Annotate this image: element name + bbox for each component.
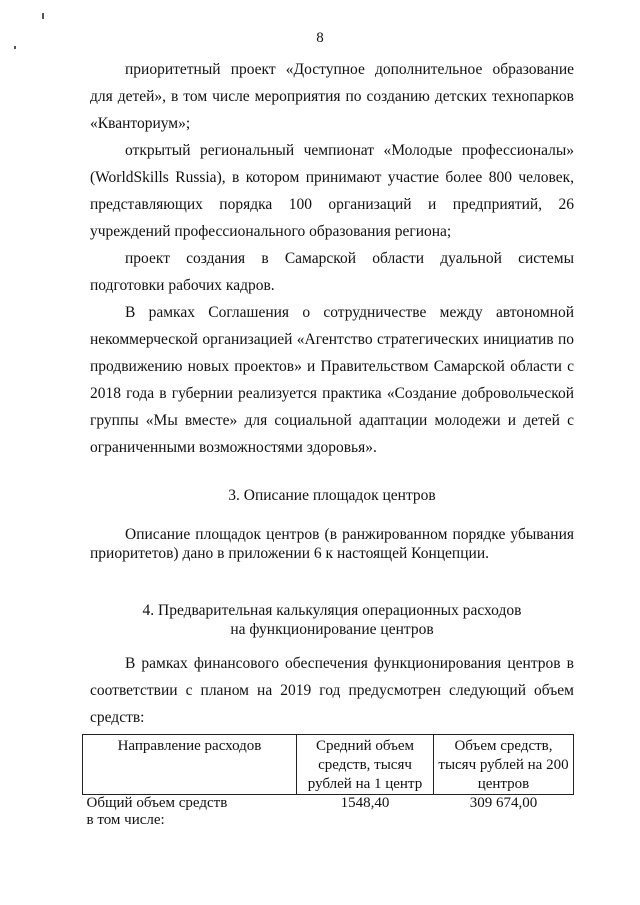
col-header-avg: Средний объем средств, тысяч рублей на 1 центр: [297, 735, 434, 795]
section-3-heading: 3. Описание площадок центров: [228, 487, 436, 504]
section-3-text: Описание площадок центров (в ранжированном порядке убывания приоритетов) дано в приложении 6 к настоящей Концепции.: [90, 526, 574, 562]
section-4-heading-line2: на функционирование центров: [230, 621, 434, 638]
expenses-table: [82, 734, 574, 829]
paragraph-agreement: В рамках Соглашения о сотрудничестве между автономной некоммерческой организацией «Агентство стратегических инициатив по продвижению новых проектов» и Правительством Самарской области с 2018 года в губернии реализуется практика «Создание добровольческой группы «Мы вместе» для социальной адаптации молодежи и детей с ограниченными возможностями здоровья».: [90, 304, 574, 456]
table-header-row: [83, 735, 574, 795]
scan-mark: [42, 13, 44, 19]
table-row: [83, 795, 574, 813]
section-4-text: В рамках финансового обеспечения функционирования центров в соответствии с планом на 2019 год предусмотрен следующий объем средств:: [90, 655, 574, 726]
paragraph-worldskills: открытый региональный чемпионат «Молодые профессионалы» (WorldSkills Russia), в котором принимают участие более 800 человек, представляющих порядка 100 организаций и предприятий, 26 учреждений профессионального образования региона;: [90, 142, 574, 240]
row-avg-value: 1548,40: [340, 795, 390, 811]
table-row: [83, 812, 574, 829]
col-header-total: Объем средств, тысяч рублей на 200 центров: [434, 735, 574, 795]
paragraph-dual-system: проект создания в Самарской области дуальной системы подготовки рабочих кадров.: [90, 250, 574, 294]
row-avg-value: [297, 812, 434, 829]
paragraph-kvantorium: приоритетный проект «Доступное дополнительное образование для детей», в том числе мероприятия по созданию детских технопарков «Кванториум»;: [90, 61, 574, 132]
row-label: в том числе:: [86, 812, 165, 828]
row-total-value: [434, 812, 574, 829]
col-header-direction: Направление расходов: [83, 735, 297, 795]
page-number: 8: [316, 30, 324, 46]
section-4-heading-line1: 4. Предварительная калькуляция операционных расходов: [142, 602, 522, 619]
row-total-value: 309 674,00: [469, 795, 538, 811]
row-label: Общий объем средств: [86, 795, 228, 811]
